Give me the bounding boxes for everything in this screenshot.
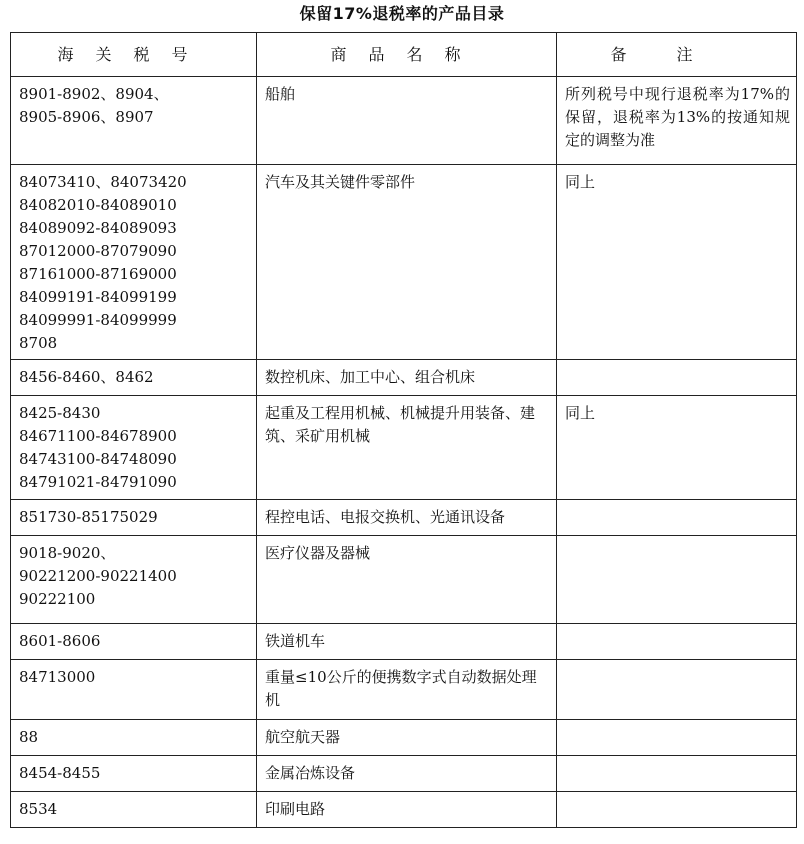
remark-cell: [557, 500, 797, 536]
remark-cell: 同上: [557, 396, 797, 500]
product-name-cell: 起重及工程用机械、机械提升用装备、建筑、采矿用机械: [257, 396, 557, 500]
remark-cell: [557, 720, 797, 756]
page-title: 保留17%退税率的产品目录: [299, 4, 505, 23]
product-name-cell: 印刷电路: [257, 792, 557, 828]
tariff-code: 9018-9020、: [19, 544, 116, 562]
tariff-code: 8456-8460、8462: [19, 368, 154, 386]
tariff-code: 8454-8455: [19, 764, 101, 782]
tariff-code: 8601-8606: [19, 632, 101, 650]
table-row: [11, 792, 797, 828]
tariff-code: 87161000-87169000: [19, 265, 177, 283]
tariff-code-cell: [11, 396, 257, 500]
tariff-code: 87012000-87079090: [19, 242, 177, 260]
tariff-code: 8901-8902、8904、: [19, 85, 169, 103]
tariff-code: 851730-85175029: [19, 508, 158, 526]
tariff-code-cell: [11, 165, 257, 360]
tariff-code: 8708: [19, 334, 58, 352]
table-header-row: [11, 33, 797, 77]
tariff-code: 84791021-84791090: [19, 473, 177, 491]
product-name-cell: 汽车及其关键件零部件: [257, 165, 557, 360]
remark-cell: [557, 624, 797, 660]
remark-cell: 同上: [557, 165, 797, 360]
table-row: [11, 360, 797, 396]
remark-cell: [557, 360, 797, 396]
tariff-code: 84099191-84099199: [19, 288, 177, 306]
tariff-code-cell: [11, 500, 257, 536]
table-row: [11, 536, 797, 624]
remark-cell: [557, 756, 797, 792]
header-code: 海关税号: [11, 33, 257, 77]
table-row: [11, 77, 797, 165]
product-name-cell: 医疗仪器及器械: [257, 536, 557, 624]
tariff-code: 84073410、84073420: [19, 173, 187, 191]
remark-cell: [557, 536, 797, 624]
product-name-cell: 数控机床、加工中心、组合机床: [257, 360, 557, 396]
product-name-cell: 航空航天器: [257, 720, 557, 756]
tariff-code-cell: [11, 77, 257, 165]
tariff-code: 84743100-84748090: [19, 450, 177, 468]
product-name-cell: 船舶: [257, 77, 557, 165]
product-name-cell: 程控电话、电报交换机、光通讯设备: [257, 500, 557, 536]
table-row: [11, 660, 797, 720]
table-row: [11, 756, 797, 792]
table-row: [11, 165, 797, 360]
tariff-code-cell: [11, 624, 257, 660]
table-body: [11, 77, 797, 828]
tariff-code: 84671100-84678900: [19, 427, 177, 445]
product-catalog-table: [10, 32, 797, 828]
tariff-code: 84713000: [19, 668, 96, 686]
table-row: [11, 500, 797, 536]
product-name-cell: 重量≤10公斤的便携数字式自动数据处理机: [257, 660, 557, 720]
tariff-code: 88: [19, 728, 39, 746]
tariff-code-cell: [11, 660, 257, 720]
tariff-code-cell: [11, 360, 257, 396]
tariff-code: 90222100: [19, 590, 96, 608]
product-name-cell: 金属冶炼设备: [257, 756, 557, 792]
tariff-code-cell: [11, 720, 257, 756]
tariff-code-cell: [11, 756, 257, 792]
tariff-code: 84082010-84089010: [19, 196, 177, 214]
tariff-code: 84099991-84099999: [19, 311, 177, 329]
header-note: 备注: [557, 33, 797, 77]
tariff-code: 90221200-90221400: [19, 567, 177, 585]
tariff-code: 8425-8430: [19, 404, 101, 422]
remark-cell: [557, 660, 797, 720]
tariff-code-cell: [11, 792, 257, 828]
tariff-code: 84089092-84089093: [19, 219, 177, 237]
remark-cell: 所列税号中现行退税率为17%的保留，退税率为13%的按通知规定的调整为准: [557, 77, 797, 165]
tariff-code: 8534: [19, 800, 58, 818]
header-name: 商品名称: [257, 33, 557, 77]
table-row: [11, 720, 797, 756]
tariff-code-cell: [11, 536, 257, 624]
remark-cell: [557, 792, 797, 828]
table-row: [11, 396, 797, 500]
table-row: [11, 624, 797, 660]
tariff-code: 8905-8906、8907: [19, 108, 154, 126]
product-name-cell: 铁道机车: [257, 624, 557, 660]
